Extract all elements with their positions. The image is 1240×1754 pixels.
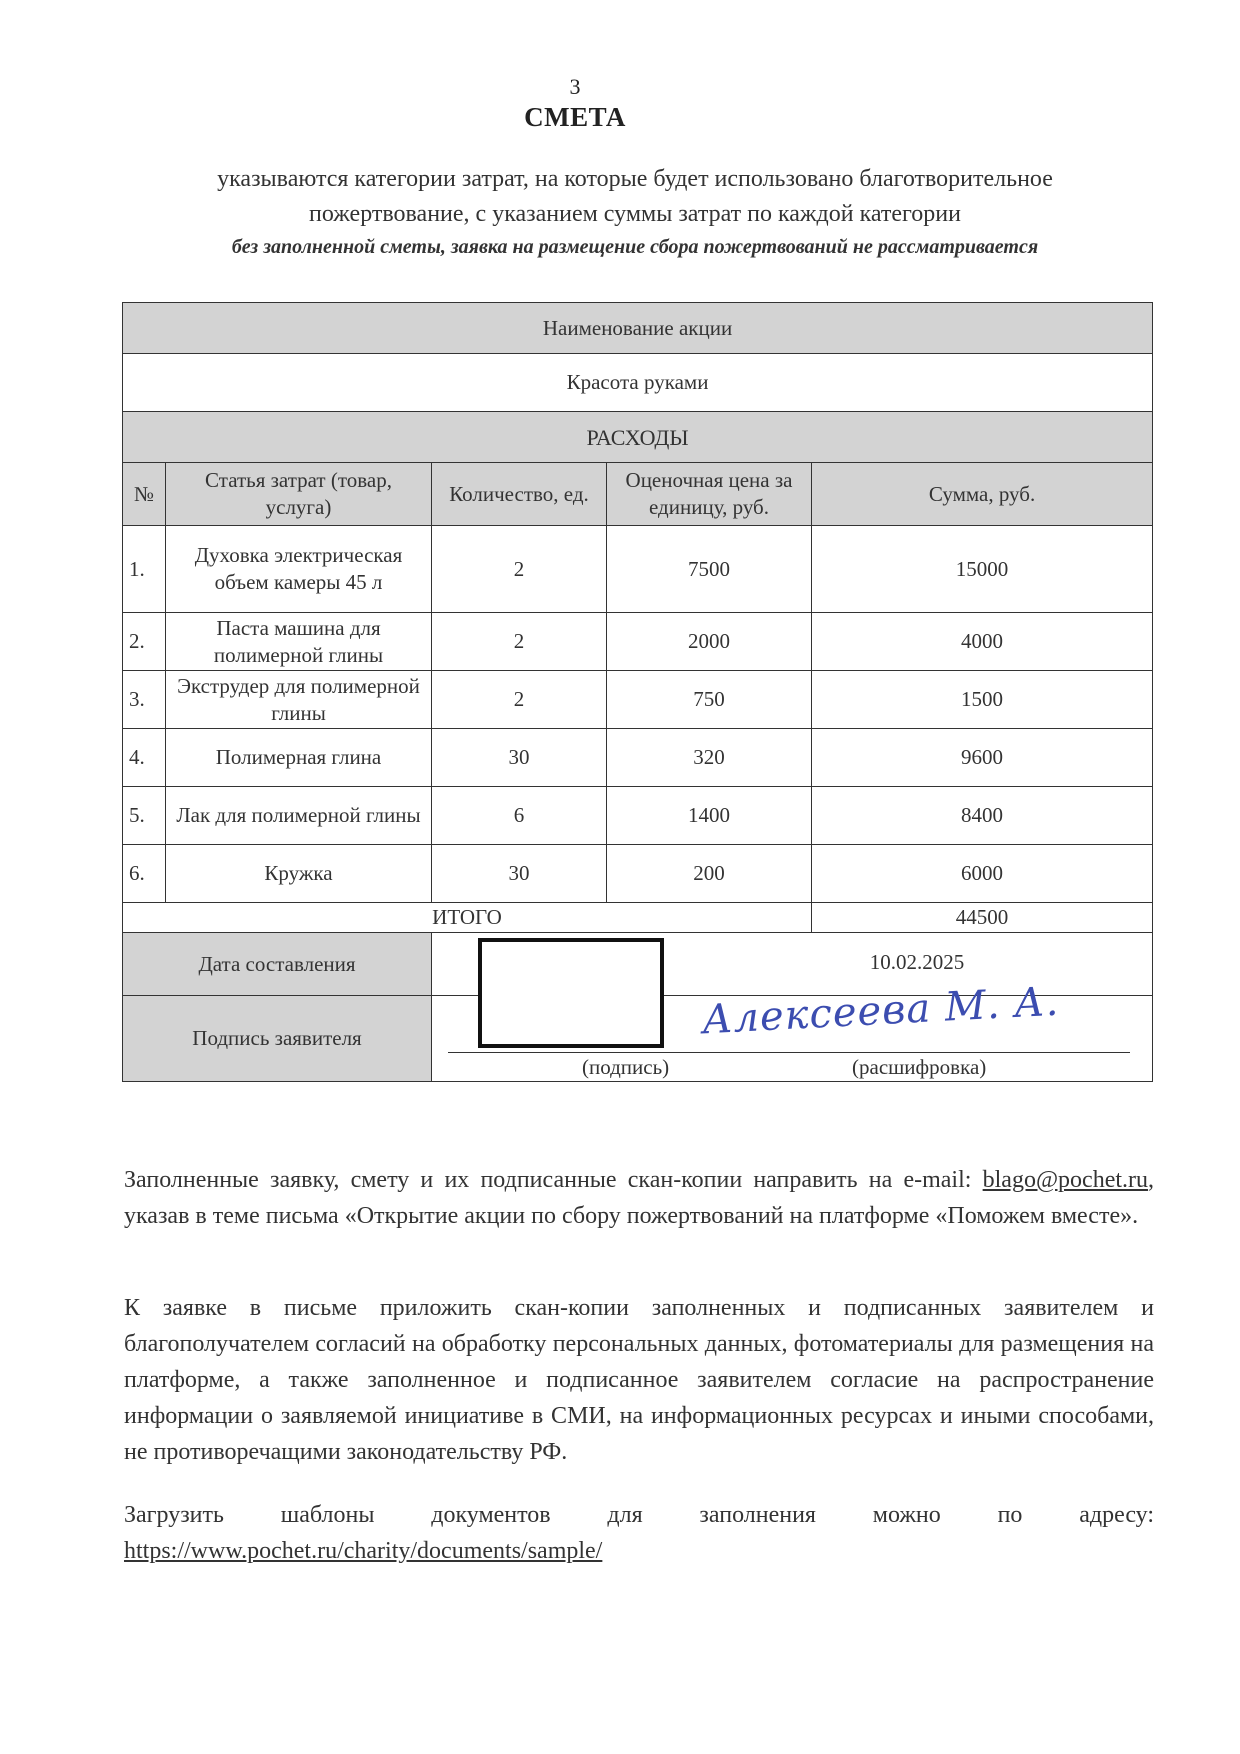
row-qty: 30 [432,729,607,787]
action-name-row [123,354,1153,412]
action-header: Наименование акции [123,303,1153,354]
submission-text: Заполненные заявку, смету и их подписанные скан-копии направить на e-mail: [124,1167,972,1193]
row-item: Кружка [166,845,432,903]
row-sum: 6000 [812,845,1153,903]
row-price: 200 [607,845,812,903]
row-price: 750 [607,671,812,729]
table-row [123,729,1153,787]
signature-caption: (подпись) [582,1055,670,1079]
row-price: 1400 [607,787,812,845]
intro-text [120,162,1150,232]
row-no: 6. [123,845,166,903]
row-qty: 2 [432,613,607,671]
total-value: 44500 [812,903,1153,933]
date-label: Дата составления [123,933,432,996]
row-qty: 2 [432,526,607,613]
page-number: 3 [569,74,581,99]
row-no: 2. [123,613,166,671]
row-sum: 4000 [812,613,1153,671]
row-qty: 30 [432,845,607,903]
row-sum: 1500 [812,671,1153,729]
redaction-box [478,938,664,1048]
row-no: 3. [123,671,166,729]
row-no: 5. [123,787,166,845]
col-header-price: Оценочная цена за единицу, руб. [607,463,812,526]
row-item: Паста машина для полимерной глины [166,613,432,671]
row-qty: 6 [432,787,607,845]
row-item: Полимерная глина [166,729,432,787]
col-header-sum: Сумма, руб. [812,463,1153,526]
templates-url-link[interactable]: https://www.pochet.ru/charity/documents/sample/ [124,1538,603,1564]
row-price: 320 [607,729,812,787]
row-item: Духовка электрическая объем камеры 45 л [166,526,432,613]
table-row [123,613,1153,671]
templates-paragraph [124,1497,1154,1569]
intro-line-2: пожертвование, с указанием суммы затрат по каждой категории [309,201,961,227]
row-qty: 2 [432,671,607,729]
page-title: СМЕТА [524,102,626,132]
row-price: 7500 [607,526,812,613]
col-header-no: № [123,463,166,526]
decoding-caption: (расшифровка) [852,1055,987,1079]
row-sum: 9600 [812,729,1153,787]
table-row [123,787,1153,845]
table-row [123,526,1153,613]
signature-line [448,1052,1130,1053]
row-no: 4. [123,729,166,787]
warning-text: без заполненной сметы, заявка на размещение сбора пожертвований не рассматривается [231,236,1039,258]
total-row [123,903,1153,933]
expenses-header-row [123,412,1153,463]
total-label: ИТОГО [123,903,812,933]
row-sum: 8400 [812,787,1153,845]
row-no: 1. [123,526,166,613]
row-item: Экструдер для полимерной глины [166,671,432,729]
email-link[interactable]: blago@pochet.ru [982,1167,1149,1193]
action-name: Красота руками [123,354,1153,412]
row-sum: 15000 [812,526,1153,613]
signature-label: Подпись заявителя [123,996,432,1082]
expenses-header: РАСХОДЫ [123,412,1153,463]
date-value: 10.02.2025 [869,950,965,974]
column-header-row [123,463,1153,526]
table-row [123,845,1153,903]
handwritten-signature: Алексеева М. А. [701,978,1061,1044]
row-price: 2000 [607,613,812,671]
row-item: Лак для полимерной глины [166,787,432,845]
templates-text: Загрузить шаблоны документов для заполнения можно по адресу: [124,1502,1154,1528]
submission-text-rest: , указав в теме письма «Открытие акции по сбору пожертвований на платформе «Поможем вместе». [124,1167,1155,1229]
intro-line-1: указываются категории затрат, на которые будет использовано благотворительное [217,166,1053,192]
col-header-item: Статья затрат (товар, услуга) [166,463,432,526]
action-header-row [123,303,1153,354]
attachments-paragraph: К заявке в письме приложить скан-копии заполненных и подписанных заявителем и благополучателем согласий на обработку персональных данных, фотоматериалы для размещения на платформе, а также заполненное и подписанное заявителем согласие на распространение информации о заявляемой инициативе в СМИ, на информационных ресурсах и иными способами, не противоречащими законодательству РФ. [124,1295,1154,1465]
submission-paragraph [124,1162,1154,1234]
col-header-qty: Количество, ед. [432,463,607,526]
table-row [123,671,1153,729]
